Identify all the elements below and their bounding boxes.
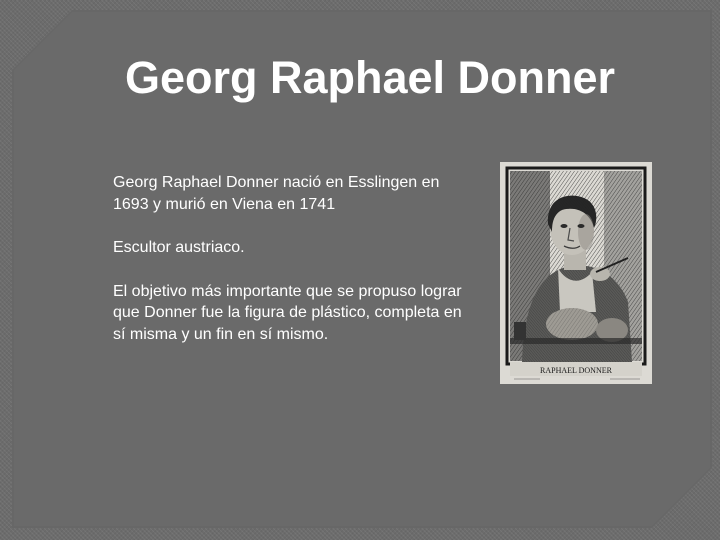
portrait-engraving [500, 162, 652, 384]
paragraph-objective: El objetivo más importante que se propuso lograr que Donner fue la figura de plástico, completa en sí misma y un fin en sí mismo. [113, 282, 462, 343]
slide-title: Georg Raphael Donner [124, 52, 616, 103]
paragraph-occupation: Escultor austriaco. [113, 239, 245, 256]
paragraph-birth: Georg Raphael Donner nació en Esslingen en 1693 y murió en Viena en 1741 [113, 174, 440, 213]
portrait-caption: RAPHAEL DONNER [540, 366, 612, 375]
body-text [113, 172, 468, 367]
portrait-illustration [500, 162, 652, 384]
